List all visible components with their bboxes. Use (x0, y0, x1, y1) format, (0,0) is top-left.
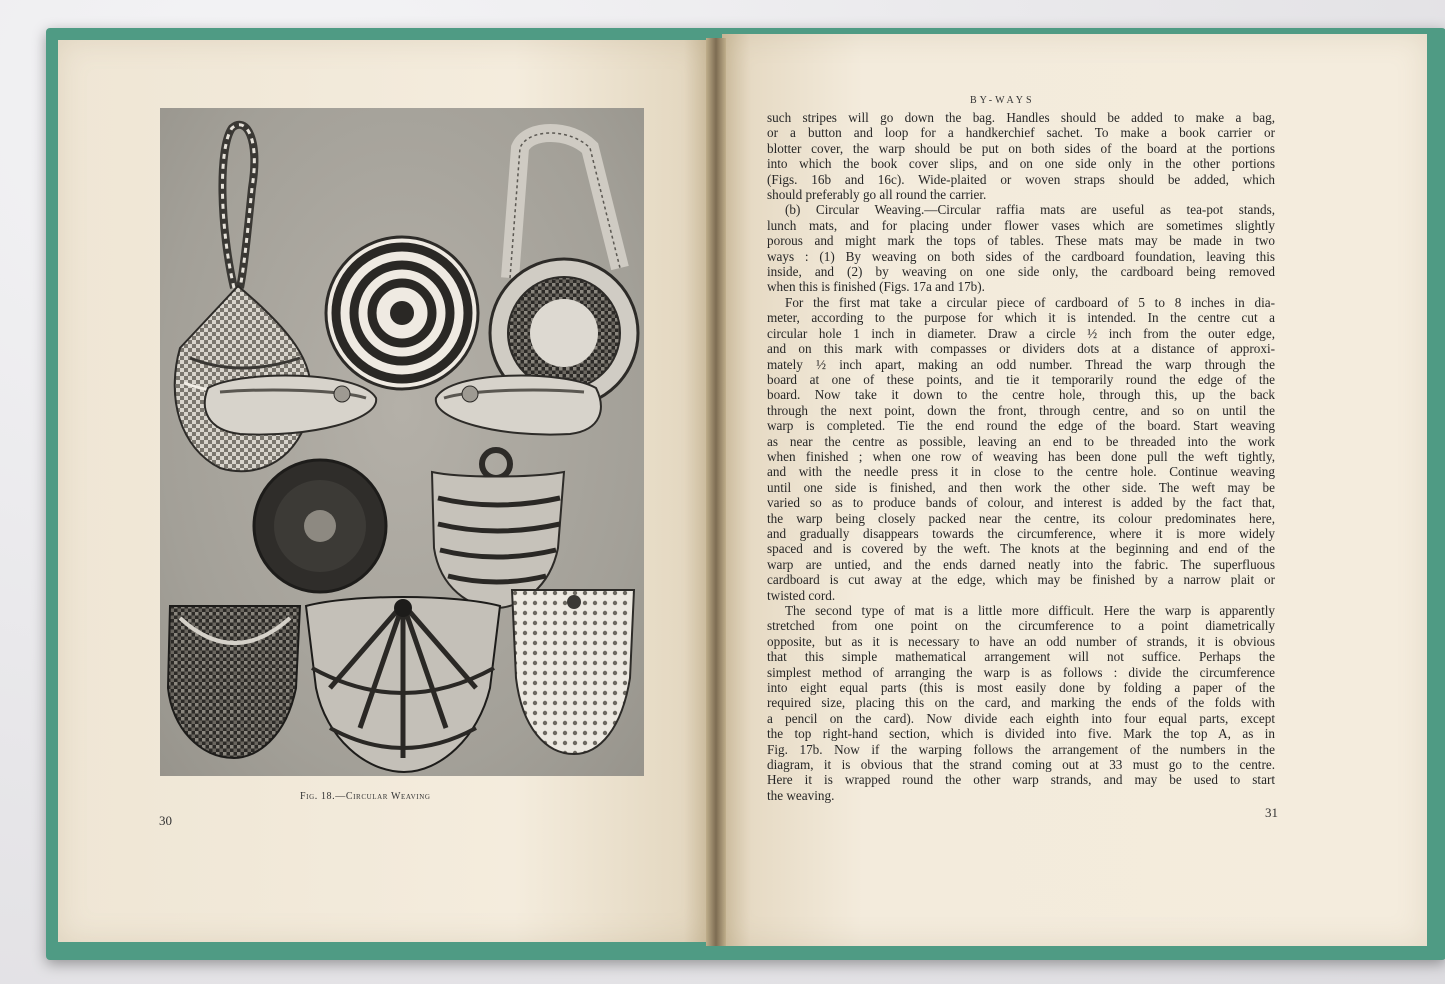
text-line: (Figs. 16b and 16c). Wide-plaited or woven straps should be added, which (767, 171, 1275, 187)
text-line: simplest method of arranging the warp is as follows : divide the circumference (767, 664, 1275, 680)
text-line: and gradually disappears towards the circumference, where it is more widely (767, 525, 1275, 541)
text-line: required size, placing this on the card, and marking the ends of the folds with (767, 695, 1275, 711)
text-line: the weaving. (767, 787, 835, 803)
text-line: blotter cover, the warp should be put on both sides of the board at the portions (767, 140, 1275, 156)
text-line: opposite, but as it is necessary to have an odd number of strands, it is obvious (767, 633, 1275, 649)
text-line: when this is finished (Figs. 17a and 17b). (767, 279, 985, 295)
text-line: should preferably go all round the carrier. (767, 187, 987, 203)
slipper-right-item (436, 376, 601, 435)
text-line: into eight equal parts (this is most easily done by folding a paper of the (767, 680, 1275, 696)
text-line: mately ½ inch apart, making an odd number. Thread the warp through the (767, 356, 1275, 372)
text-line: (b) Circular Weaving.—Circular raffia mats are useful as tea-pot stands, (785, 202, 1275, 218)
text-line: as near the centre as possible, leaving an end to be threaded into the work (767, 433, 1275, 449)
text-line: a pencil on the card). Now divide each eighth into four equal parts, except (767, 710, 1275, 726)
text-line: ways : (1) By weaving on both sides of the cardboard foundation, leaving this (767, 248, 1275, 264)
figure-caption: Fig. 18.—Circular Weaving (300, 791, 431, 802)
dark-pouch-item (168, 606, 300, 758)
circular-mat-item (326, 237, 478, 389)
body-text (767, 110, 1275, 803)
text-line: Fig. 17b. Now if the warping follows the arrangement of the numbers in the (767, 741, 1275, 757)
text-line: the top right-hand section, which is divided into five. Mark the top A, as in (767, 726, 1275, 742)
figure-plate (160, 108, 644, 776)
text-line: when finished ; when one row of weaving has been done pull the weft tightly, (767, 448, 1275, 464)
page-number-right: 31 (1265, 805, 1278, 820)
text-line: and on this mark with compasses or dividers dots at a distance of approxi- (767, 341, 1275, 357)
text-line: circular hole 1 inch in diameter. Draw a circle ½ inch from the outer edge, (767, 325, 1275, 341)
text-line: inside, and (2) by weaving on one side only, the cardboard being removed (767, 264, 1275, 280)
text-line: board at one of these points, and tie it temporarily round the edge of the (767, 371, 1275, 387)
text-line: board. Now take it down to the centre hole, through this, up the back (767, 387, 1275, 403)
text-line: cardboard is cut away at the edge, which may be finished by a narrow plait or (767, 572, 1275, 588)
shoulder-bag-item (490, 133, 638, 407)
text-line: meter, according to the purpose for which it is intended. In the centre cut a (767, 310, 1275, 326)
text-line: lunch mats, and for placing under flower vases which are sometimes slightly (767, 217, 1275, 233)
text-line: For the first mat take a circular piece of cardboard of 5 to 8 inches in dia- (785, 294, 1275, 310)
striped-bag-item (306, 597, 500, 772)
text-line: and with the needle press it in close to the centre hole. Continue weaving (767, 464, 1275, 480)
round-mat-item (254, 460, 386, 592)
text-line: stretched from one point on the circumference to a point diametrically (767, 618, 1275, 634)
text-line: porous and might mark the tops of tables. These mats may be made in two (767, 233, 1275, 249)
text-line: such stripes will go down the bag. Handles should be added to make a bag, (767, 110, 1275, 125)
text-line: Here it is wrapped round the other warp strands, and may be used to start (767, 772, 1275, 788)
text-line: the warp being closely packed near the centre, its colour predominates here, (767, 510, 1275, 526)
page-number-left: 30 (159, 813, 172, 828)
ring-pouch-item (432, 450, 564, 608)
text-line: that this simple mathematical arrangement will not suffice. Perhaps the (767, 649, 1275, 665)
text-line: diagram, it is obvious that the strand coming out at 33 must go to the centre. (767, 757, 1275, 773)
text-line: into which the book cover slips, and on one side only in the other portions (767, 156, 1275, 172)
text-line: until one side is finished, and then work the other side. The weft may be (767, 479, 1275, 495)
text-line: spaced and is covered by the weft. The knots at the beginning and end of the (767, 541, 1275, 557)
text-line: twisted cord. (767, 587, 836, 603)
text-line: or a button and loop for a handkerchief sachet. To make a book carrier or (767, 125, 1275, 141)
running-head: BY-WAYS (970, 95, 1035, 106)
light-bag-item (512, 590, 634, 754)
slipper-left-item (205, 376, 376, 435)
text-line: The second type of mat is a little more difficult. Here the warp is apparently (785, 603, 1275, 618)
book-gutter (706, 38, 726, 946)
text-line: warp are untied, and the ends darned neatly into the fabric. The superfluous (767, 556, 1275, 572)
text-line: varied so as to produce bands of colour, and interest is added by the fact that, (767, 495, 1275, 511)
text-line: through the next point, down the front, through centre, and so on until the (767, 402, 1275, 418)
text-line: warp is completed. Tie the end round the edge of the board. Start weaving (767, 418, 1275, 434)
